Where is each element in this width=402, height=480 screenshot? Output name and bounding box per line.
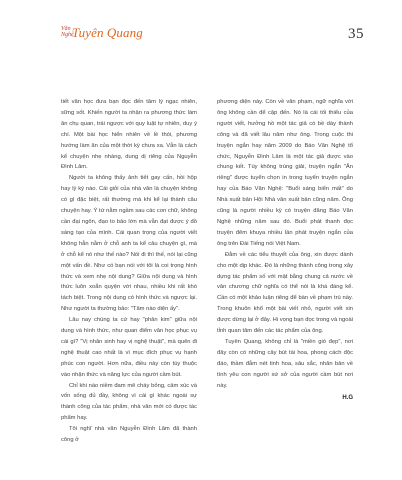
logo-small-text: Văn Nghệ — [61, 26, 74, 38]
paragraph: Người ta không thấy ảnh tiết gay cấn, hồi hộp hay lý kỳ nào. Cái giỏi của nhà văn là chuyện không có gì đặc biệt, rất thường mà khi kể lại thành câu chuyện hay. Ý tứ nằm ngầm sau các con chữ, không cần đại ngôn, đạo to bảo lớn mà vẫn đạt được ý đồ sáng tạo của mình. Cái quan trọng của người viết không hẳn nằm ở chỗ anh ta kể câu chuyện gì, mà ở chỗ kể nó như thế nào? Nói đi thì thế, nói lại cũng một vấn đề. Như có bạn nói với tôi là coi trọng hình thức và xem nhẹ nội dung? Giữa nội dung và hình thức luôn xoắn quyện với nhau, nhiều khi rất khó tách biệt. Trong nội dung có hình thức và ngược lại. Như người ta thường bảo: "Tâm nào diện ấy". — [61, 175, 197, 313]
logo-title: Tuyên Quang — [72, 25, 143, 40]
paragraph: Chỉ khi nào niềm đam mê cháy bỏng, cảm xúc và vốn sống đủ đầy, không vì cái gì khác ngoài sự thành công của tác phẩm, nhà văn mới có được tác phẩm hay. — [61, 382, 197, 422]
page-header — [0, 0, 402, 60]
page-number: 35 — [348, 26, 364, 42]
left-text-column — [61, 97, 197, 446]
right-text-column — [217, 97, 353, 404]
paragraph: Lâu nay chúng ta cứ hay "phân kim" giữa nội dung và hình thức, như quan điểm văn học phục vụ cái gì? "Vị nhân sinh hay vị nghệ thuật", mà quên đi nghệ thuật cao nhất là vì mục đích phục vụ hạnh phúc con người. Hơn nữa, điều này còn tùy thuộc vào nhận thức và năng lực của người cầm bút. — [61, 317, 197, 378]
paragraph: Tôi nghĩ nhà văn Nguyễn Đình Lâm đã thành công ở — [61, 426, 197, 444]
paragraph: phương diện này. Còn về văn phạm, ngữ nghĩa với ông không cần để cập đến. Nó là cái tối thiểu của người viết, hưởng hồ một tác giả có bề dày thành công và đã viết lâu năm như ông. Trong cuộc thi truyện ngắn hay năm 2009 do Báo Văn Nghệ tổ chức, Nguyễn Đình Lâm là một tác giả được vào chung kết. Tùy không trúng giải, truyện ngắn "Ăn riêng" được tuyển chọn in trong tuyển truyện ngắn hay của Báo Văn Nghệ: "Buổi sáng biển mất" do Nhà xuất bản Hội Nhà văn xuất bản cũng năm. Ông cũng là người nhiều kỳ có truyện đăng Báo Văn Nghệ những năm sau đó. Buổi phát thanh đọc truyện đêm khuya nhiều lần phát truyện ngắn của ông trên Đài Tiếng nói Việt Nam. — [217, 99, 353, 247]
paragraph: Đằm về các tiểu thuyết của ông, xin được dành cho một dịp khác. Đó là những thành công trong xây dựng tác phẩm số với mật bằng chung cả nước về văn chương chữ nghĩa có thể nói là khá đáng kể. Cần có một khảo luận riêng để bàn về phạm trù này. Trong khuôn khổ một bài viết nhỏ, người viết xin được dừng lại ở đây. Hi vọng bạn đọc trong và ngoài tỉnh quan tâm đến các tác phẩm của ông. — [217, 251, 353, 335]
author-signature: H.G — [342, 395, 353, 402]
paragraph: Tuyên Quang, không chỉ là "miền gió đẹp", nơi đây còn có những cây bút tài hoa, phong cách độc đáo, thầm đẫm nét tinh hoa, sâu sắc, nhân bản về tình yêu con người xứ sở của người cầm bút nơi này. — [217, 338, 353, 389]
paragraph: tiết văn học đưa bạn đọc đến tâm lý ngạc nhiên, sững sốt. Khiến người ta nhận ra phương thức làm ăn chụ quan, trái ngược với quy luật tự nhiên, duy ý chí. Một bài học hiển nhiên về lề thói, phương hướng làm ăn của một thời kỳ chưa xa. Vẫn là cách kể chuyện nhẹ nhàng, dung dị riêng của Nguyễn Đình Lâm. — [61, 99, 197, 171]
